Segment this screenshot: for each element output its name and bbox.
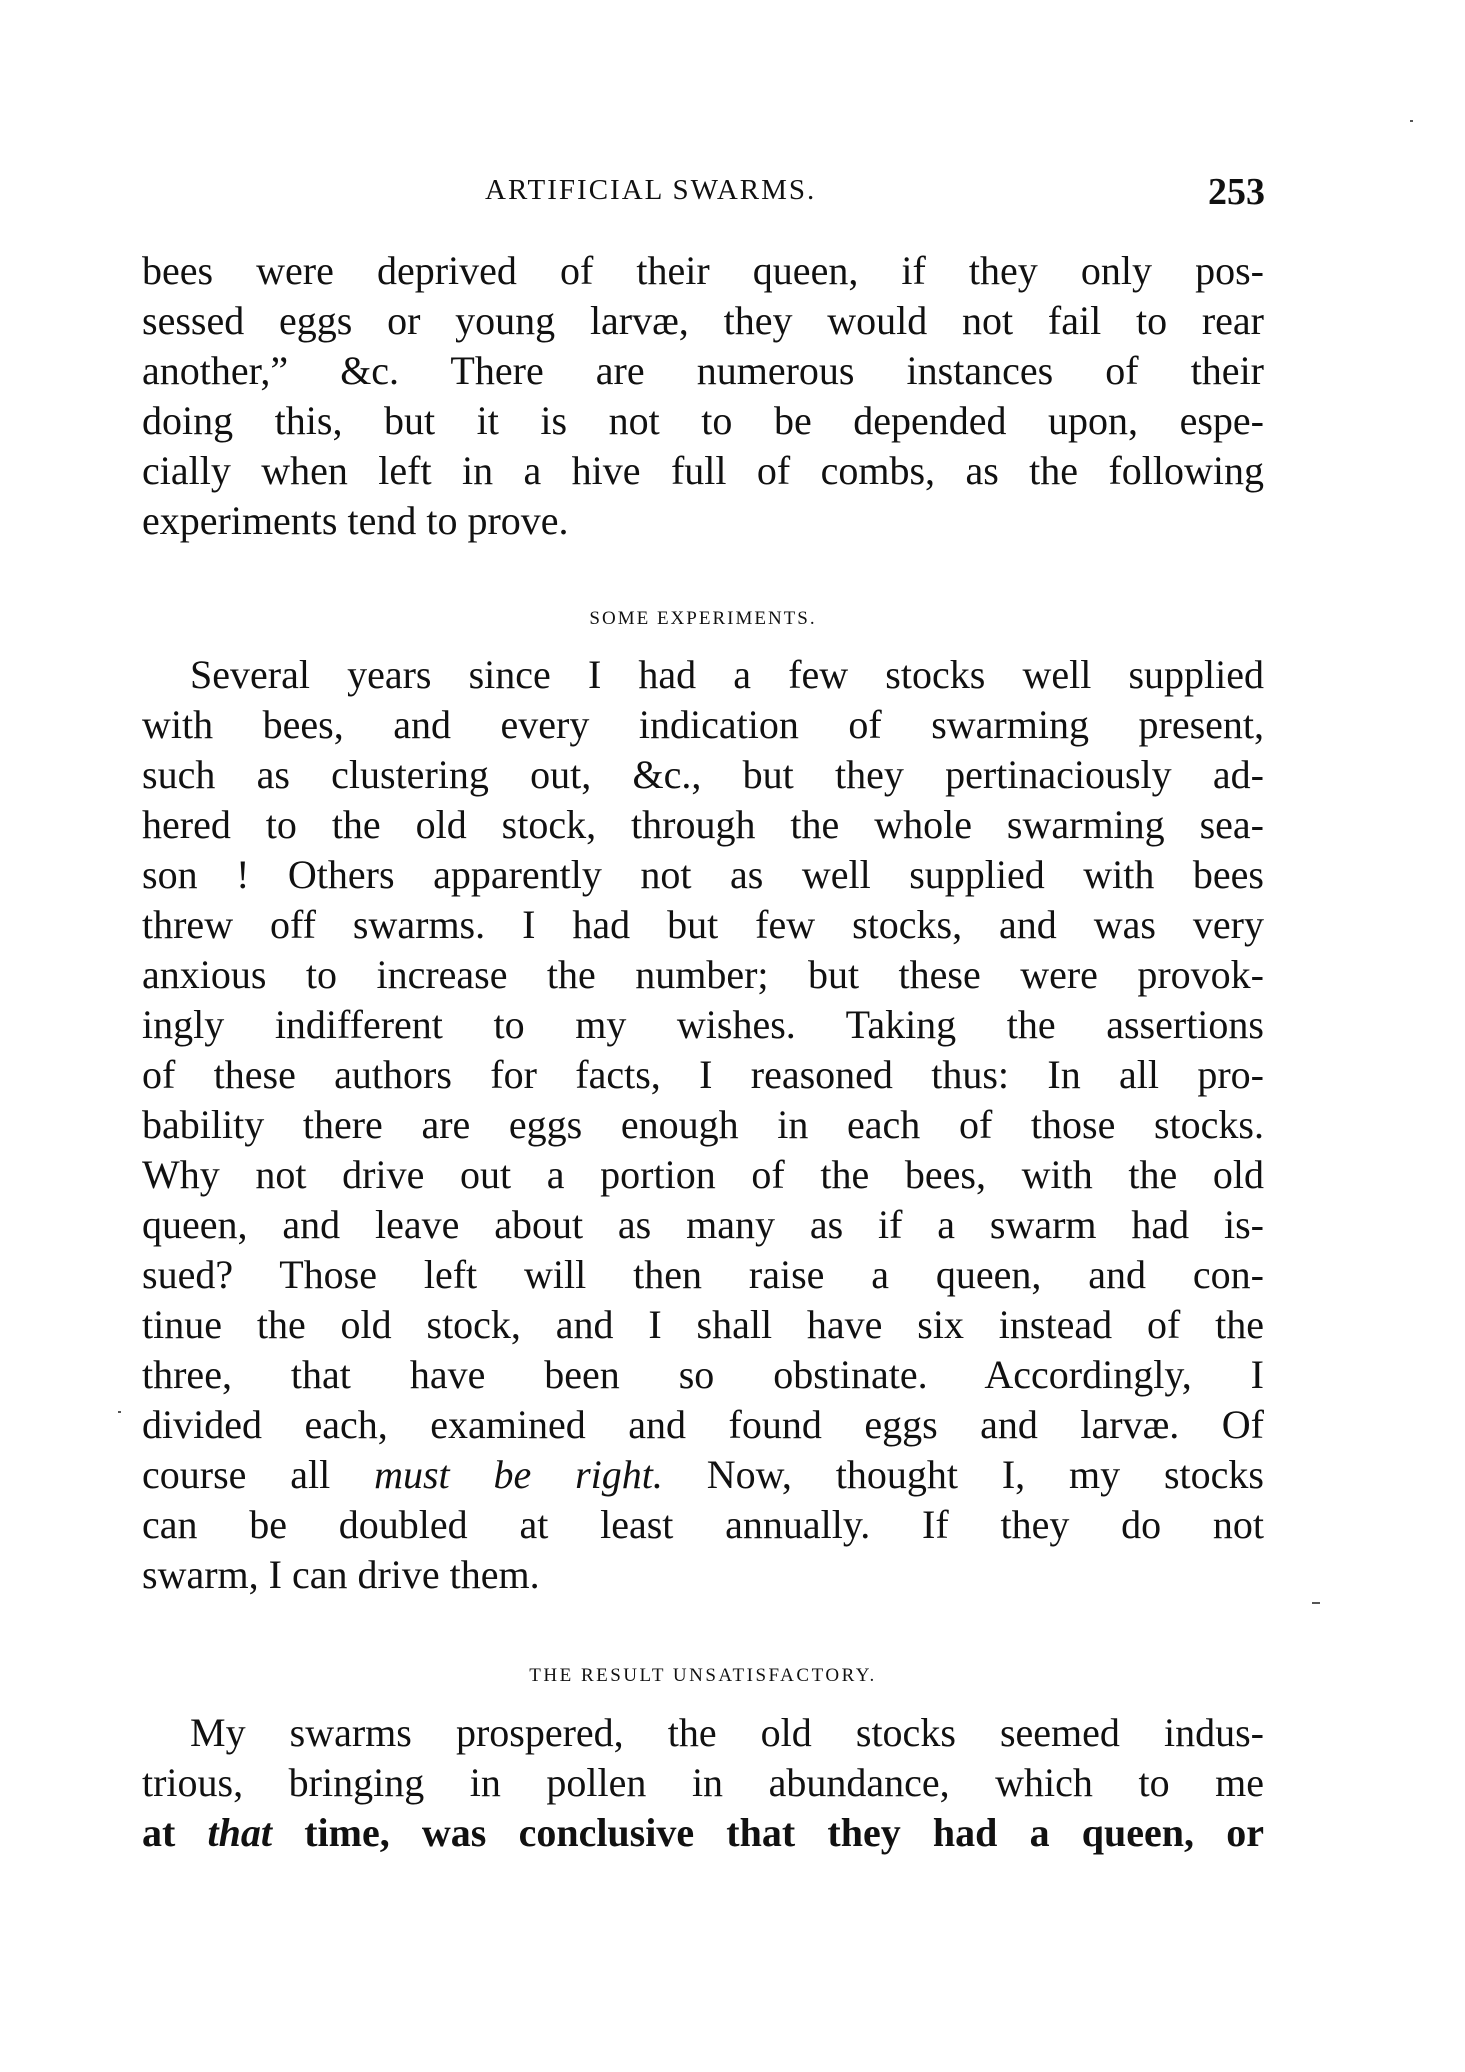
text-line: sued? Those left will then raise a queen, and con- [142,1252,1264,1297]
text-line: divided each, examined and found eggs and larvæ. Of [142,1402,1264,1447]
page-number: 253 [1208,171,1265,213]
text-line: can be doubled at least annually. If they do not [142,1502,1264,1547]
italic-emphasis: must be right. [374,1452,663,1497]
text-line: My swarms prospered, the old stocks seemed indus- [190,1710,1264,1755]
section-heading-result-unsatisfactory: THE RESULT UNSATISFACTORY. [529,1665,877,1686]
text-line-with-italic [142,1450,1264,1500]
text-line: experiments tend to prove. [142,498,569,543]
scan-speck [1410,120,1413,122]
italic-emphasis: that [207,1810,273,1855]
text-line: with bees, and every indication of swarming present, [142,702,1264,747]
text-line: another,” &c. There are numerous instances of their [142,348,1264,393]
text-line: doing this, but it is not to be depended upon, espe- [142,398,1264,443]
section-heading-some-experiments: SOME EXPERIMENTS. [589,608,817,629]
text-line: cially when left in a hive full of combs, as the following [142,448,1264,493]
text-line: bees were deprived of their queen, if they only pos- [142,248,1264,293]
text-run: course all [142,1452,375,1497]
text-line: swarm, I can drive them. [142,1552,540,1597]
section-some-experiments-body [142,650,1264,1600]
text-line: such as clustering out, &c., but they pertinaciously ad- [142,752,1264,797]
text-line: three, that have been so obstinate. Accordingly, I [142,1352,1264,1397]
text-line: of these authors for facts, I reasoned thus: In all pro- [142,1052,1264,1097]
text-line: anxious to increase the number; but these were provok- [142,952,1264,997]
text-run: at [142,1810,208,1855]
text-run: time, was conclusive that they had a queen, or [272,1810,1264,1855]
text-run: Now, thought I, my stocks [662,1452,1264,1497]
running-header [140,170,1265,220]
section-result-unsatisfactory-body [142,1708,1264,1858]
text-line: sessed eggs or young larvæ, they would not fail to rear [142,298,1264,343]
running-title: ARTIFICIAL SWARMS. [485,174,817,206]
text-line: ingly indifferent to my wishes. Taking the assertions [142,1002,1264,1047]
text-line: Why not drive out a portion of the bees, with the old [142,1152,1264,1197]
text-line: son ! Others apparently not as well supplied with bees [142,852,1264,897]
text-line: Several years since I had a few stocks well supplied [190,652,1264,697]
text-line-with-italic [142,1808,1264,1858]
paragraph-continuation [142,246,1264,546]
text-line: trious, bringing in pollen in abundance, which to me [142,1760,1264,1805]
text-line: bability there are eggs enough in each of those stocks. [142,1102,1264,1147]
scan-speck [1312,1602,1320,1604]
scan-speck [118,1411,121,1413]
text-line: queen, and leave about as many as if a swarm had is- [142,1202,1264,1247]
text-line: hered to the old stock, through the whole swarming sea- [142,802,1264,847]
text-line: threw off swarms. I had but few stocks, and was very [142,902,1264,947]
text-line: tinue the old stock, and I shall have six instead of the [142,1302,1264,1347]
